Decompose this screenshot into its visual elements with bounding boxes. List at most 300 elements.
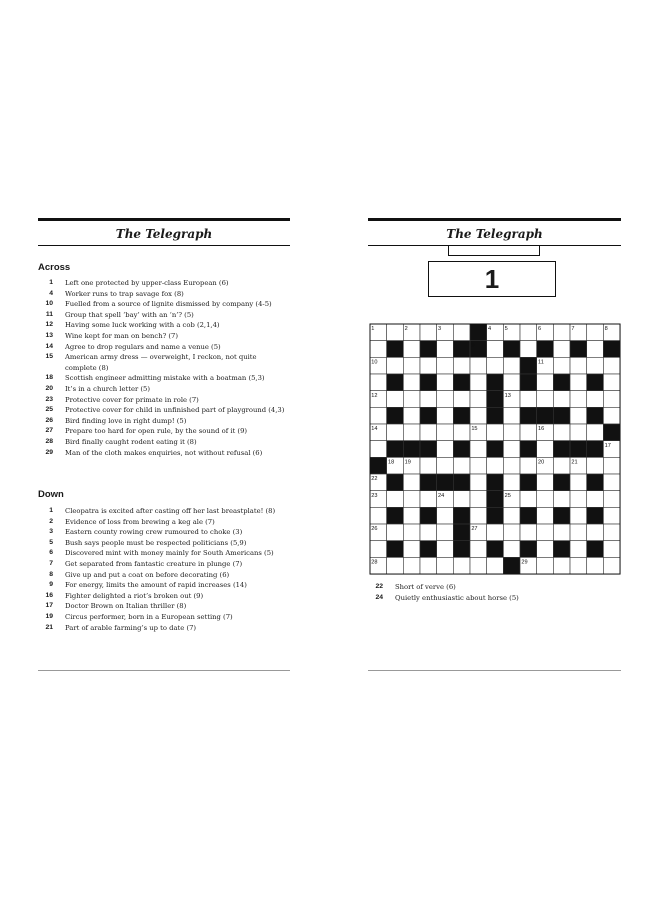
cell-number: 17 (604, 442, 611, 449)
clue-item (368, 593, 621, 604)
grid-cell[interactable] (370, 507, 387, 524)
grid-cell[interactable] (603, 357, 620, 374)
masthead: The Telegraph (368, 221, 621, 246)
clue-text: Cleopatra is excited after casting off her last breastplate! (8) (65, 507, 276, 515)
grid-block (403, 441, 420, 458)
grid-cell[interactable] (587, 424, 604, 441)
grid-cell[interactable] (603, 524, 620, 541)
grid-block (553, 474, 570, 491)
grid-cell[interactable] (570, 391, 587, 408)
grid-cell[interactable] (403, 541, 420, 558)
grid-cell[interactable] (370, 541, 387, 558)
grid-cell[interactable] (420, 391, 437, 408)
grid-cell[interactable] (603, 374, 620, 391)
grid-cell[interactable] (570, 374, 587, 391)
clue-number: 5 (49, 538, 53, 546)
grid-cell[interactable] (603, 474, 620, 491)
grid-block (553, 407, 570, 424)
grid-cell[interactable] (520, 491, 537, 508)
clue-number: 6 (49, 549, 53, 557)
grid-cell[interactable] (570, 474, 587, 491)
grid-cell[interactable] (387, 324, 404, 341)
grid-block (453, 524, 470, 541)
clue-text: Having some luck working with a cob (2,1,4) (65, 321, 220, 330)
cell-number: 1 (371, 326, 375, 333)
clue-number: 24 (375, 593, 383, 601)
across-heading: Across (38, 262, 71, 273)
clue-item (368, 582, 621, 593)
grid-cell[interactable] (503, 374, 520, 391)
clue-number: 25 (45, 406, 53, 414)
clue-text: Scottish engineer admitting mistake with a boatman (5,3) (65, 374, 265, 383)
clue-item (38, 448, 290, 459)
grid-cell[interactable] (403, 491, 420, 508)
grid-cell[interactable] (503, 541, 520, 558)
grid-cell[interactable] (370, 441, 387, 458)
grid-cell[interactable] (370, 374, 387, 391)
clue-item (38, 437, 290, 448)
grid-cell[interactable] (520, 457, 537, 474)
grid-block (420, 441, 437, 458)
cell-number: 5 (504, 326, 508, 333)
grid-block (587, 374, 604, 391)
grid-cell[interactable] (437, 357, 454, 374)
clue-text: Protective cover for child in unfinished part of playground (4,3) (65, 406, 285, 415)
clue-number: 4 (49, 289, 53, 297)
clue-text: Fuelled from a source of lignite dismissed by company (4-5) (65, 300, 272, 309)
grid-cell[interactable] (387, 491, 404, 508)
clue-text: Give up and put a coat on before decorating (6) (65, 570, 230, 579)
grid-block (520, 407, 537, 424)
grid-block (387, 474, 404, 491)
grid-cell[interactable] (603, 391, 620, 408)
grid-cell[interactable] (503, 457, 520, 474)
grid-cell[interactable] (553, 424, 570, 441)
grid-cell[interactable] (503, 474, 520, 491)
grid-cell[interactable] (537, 491, 554, 508)
grid-block (603, 424, 620, 441)
grid-cell[interactable] (387, 424, 404, 441)
cell-number: 2 (404, 326, 408, 333)
grid-block (603, 341, 620, 358)
clue-number: 17 (45, 602, 53, 610)
grid-cell[interactable] (553, 341, 570, 358)
clue-number: 21 (45, 623, 53, 631)
grid-block (520, 441, 537, 458)
grid-block (487, 407, 504, 424)
clue-item (38, 373, 290, 384)
grid-cell[interactable] (587, 457, 604, 474)
clue-item (38, 623, 290, 634)
grid-block (387, 407, 404, 424)
clue-text: Circus performer, born in a European setting (7) (65, 612, 233, 621)
grid-block (587, 474, 604, 491)
grid-cell[interactable] (470, 441, 487, 458)
grid-cell[interactable] (553, 457, 570, 474)
grid-block (487, 474, 504, 491)
grid-cell[interactable] (437, 457, 454, 474)
clue-number: 3 (49, 528, 53, 536)
grid-cell[interactable] (553, 324, 570, 341)
grid-block (420, 407, 437, 424)
grid-cell[interactable] (603, 557, 620, 574)
grid-cell[interactable] (470, 391, 487, 408)
cell-number: 4 (487, 326, 492, 333)
clue-text: Bird finding love in right dump! (5) (65, 416, 187, 425)
grid-cell[interactable] (420, 324, 437, 341)
clue-text: Wine kept for man on bench? (7) (65, 331, 179, 340)
clue-text: American army dress — overweight, I reckon, not quite complete (8) (65, 353, 257, 372)
grid-cell[interactable] (587, 524, 604, 541)
grid-cell[interactable] (570, 557, 587, 574)
grid-cell[interactable] (587, 341, 604, 358)
grid-cell[interactable] (403, 557, 420, 574)
clues-page (38, 218, 290, 632)
grid-cell[interactable] (403, 424, 420, 441)
grid-block (520, 541, 537, 558)
grid-block (420, 507, 437, 524)
grid-cell[interactable] (587, 491, 604, 508)
grid-cell[interactable] (453, 557, 470, 574)
clue-text: Part of arable farming’s up to date (7) (65, 623, 197, 632)
clue-number: 22 (375, 583, 383, 590)
clue-number: 26 (45, 416, 53, 424)
clue-item (38, 278, 290, 289)
clue-item (38, 310, 290, 321)
clue-number: 9 (49, 581, 53, 589)
grid-cell[interactable] (570, 424, 587, 441)
grid-cell[interactable] (470, 541, 487, 558)
clue-number: 12 (45, 321, 53, 329)
grid-block (553, 507, 570, 524)
grid-cell[interactable] (537, 391, 554, 408)
grid-cell[interactable] (487, 457, 504, 474)
clue-text: Fighter delighted a riot’s broken out (9) (65, 591, 204, 600)
grid-cell[interactable] (587, 557, 604, 574)
cell-number: 15 (471, 426, 478, 433)
grid-block (420, 341, 437, 358)
grid-cell[interactable] (537, 474, 554, 491)
grid-block (520, 357, 537, 374)
clue-item (38, 320, 290, 331)
down-clue-continued-list (368, 582, 621, 603)
down-clue-list (38, 506, 290, 633)
clue-item (38, 506, 290, 517)
grid-cell[interactable] (403, 524, 420, 541)
grid-cell[interactable] (553, 557, 570, 574)
clue-text: Evidence of loss from brewing a keg ale (7) (65, 517, 215, 526)
cell-number: 6 (538, 326, 542, 333)
down-heading: Down (38, 489, 64, 500)
grid-cell[interactable] (403, 341, 420, 358)
grid-cell[interactable] (603, 507, 620, 524)
grid-cell[interactable] (470, 374, 487, 391)
grid-block (387, 541, 404, 558)
crossword-grid[interactable] (369, 323, 621, 575)
clue-text: For energy, limits the amount of rapid increases (14) (65, 581, 247, 590)
clue-item (38, 548, 290, 559)
grid-cell[interactable] (387, 524, 404, 541)
grid-cell[interactable] (503, 407, 520, 424)
grid-cell[interactable] (570, 407, 587, 424)
grid-cell[interactable] (420, 491, 437, 508)
clue-number: 8 (49, 570, 53, 578)
grid-block (587, 507, 604, 524)
clue-number: 20 (45, 384, 53, 392)
clue-text: Agree to drop regulars and name a venue (5) (65, 342, 221, 351)
grid-cell[interactable] (387, 357, 404, 374)
grid-cell[interactable] (420, 424, 437, 441)
grid-cell[interactable] (553, 357, 570, 374)
grid-cell[interactable] (453, 357, 470, 374)
grid-cell[interactable] (503, 357, 520, 374)
grid-block (453, 374, 470, 391)
grid-cell[interactable] (520, 424, 537, 441)
cell-number: 19 (404, 459, 411, 466)
grid-cell[interactable] (520, 324, 537, 341)
grid-cell[interactable] (437, 374, 454, 391)
grid-block (470, 324, 487, 341)
grid-cell[interactable] (537, 374, 554, 391)
grid-block (387, 374, 404, 391)
grid-block (387, 441, 404, 458)
clue-item (38, 559, 290, 570)
clue-text: Left one protected by upper-class European (6) (65, 279, 229, 287)
grid-cell[interactable] (570, 491, 587, 508)
grid-cell[interactable] (370, 341, 387, 358)
grid-cell[interactable] (437, 541, 454, 558)
grid-cell[interactable] (437, 391, 454, 408)
grid-cell[interactable] (603, 491, 620, 508)
cell-number: 8 (604, 326, 608, 333)
grid-cell[interactable] (570, 524, 587, 541)
clue-item (38, 527, 290, 538)
grid-cell[interactable] (587, 324, 604, 341)
grid-block (420, 541, 437, 558)
clue-item (38, 591, 290, 602)
grid-cell[interactable] (603, 457, 620, 474)
cell-number: 18 (387, 459, 395, 466)
grid-cell[interactable] (403, 407, 420, 424)
grid-cell[interactable] (420, 557, 437, 574)
clue-item (38, 342, 290, 353)
grid-cell[interactable] (387, 391, 404, 408)
cell-number: 22 (371, 476, 378, 483)
grid-cell[interactable] (520, 524, 537, 541)
grid-cell[interactable] (437, 557, 454, 574)
grid-cell[interactable] (487, 357, 504, 374)
clue-text: Bush says people must be respected politicians (5,9) (65, 538, 247, 547)
clue-text: Quietly enthusiastic about horse (5) (395, 593, 519, 602)
grid-block (520, 474, 537, 491)
grid-block (553, 374, 570, 391)
grid-cell[interactable] (470, 407, 487, 424)
grid-cell[interactable] (437, 524, 454, 541)
cell-number: 12 (371, 392, 378, 399)
grid-cell[interactable] (470, 357, 487, 374)
cell-number: 25 (504, 492, 511, 499)
grid-block (387, 341, 404, 358)
grid-cell[interactable] (403, 391, 420, 408)
grid-cell[interactable] (403, 357, 420, 374)
grid-cell[interactable] (453, 324, 470, 341)
grid-block (453, 474, 470, 491)
clue-item (38, 395, 290, 406)
grid-cell[interactable] (570, 541, 587, 558)
grid-cell[interactable] (370, 407, 387, 424)
clue-item (38, 384, 290, 395)
grid-cell[interactable] (553, 391, 570, 408)
grid-cell[interactable] (437, 407, 454, 424)
grid-block (420, 374, 437, 391)
grid-cell[interactable] (487, 341, 504, 358)
clue-number: 10 (45, 300, 53, 308)
puzzle-number: 1 (428, 261, 556, 297)
grid-cell[interactable] (470, 557, 487, 574)
masthead: The Telegraph (38, 221, 290, 246)
grid-cell[interactable] (520, 341, 537, 358)
grid-block (437, 474, 454, 491)
grid-block (570, 441, 587, 458)
grid-block (487, 391, 504, 408)
grid-block (420, 474, 437, 491)
clue-number: 14 (45, 342, 53, 350)
clue-number: 18 (45, 374, 53, 382)
cell-number: 26 (371, 526, 378, 533)
clue-text: Protective cover for primate in role (7) (65, 395, 199, 404)
grid-block (487, 491, 504, 508)
clue-text: Doctor Brown on Italian thriller (8) (65, 602, 187, 611)
clue-text: Short of verve (6) (395, 583, 456, 591)
grid-cell[interactable] (553, 524, 570, 541)
clue-number: 7 (49, 559, 53, 567)
cell-number: 9 (471, 342, 475, 349)
grid-cell[interactable] (437, 424, 454, 441)
grid-cell[interactable] (453, 424, 470, 441)
grid-cell[interactable] (503, 441, 520, 458)
grid-cell[interactable] (453, 491, 470, 508)
cell-number: 16 (538, 426, 545, 433)
clue-number: 13 (45, 331, 53, 339)
clue-text: Discovered mint with money mainly for South Americans (5) (65, 549, 274, 558)
clue-text: It’s in a church letter (5) (65, 384, 151, 393)
clue-text: Group that spell ‘bay’ with an ‘n’? (5) (65, 310, 194, 319)
grid-block (453, 541, 470, 558)
grid-block (503, 341, 520, 358)
grid-cell[interactable] (470, 491, 487, 508)
grid-cell[interactable] (537, 507, 554, 524)
grid-cell[interactable] (503, 424, 520, 441)
grid-cell[interactable] (537, 524, 554, 541)
cell-number: 13 (504, 392, 511, 399)
grid-cell[interactable] (587, 391, 604, 408)
clue-text: Worker runs to trap savage fox (8) (65, 289, 184, 298)
grid-block (537, 407, 554, 424)
grid-cell[interactable] (503, 507, 520, 524)
grid-block (370, 457, 387, 474)
clue-number: 11 (45, 310, 53, 318)
clue-number: 2 (49, 517, 53, 525)
grid-cell[interactable] (603, 407, 620, 424)
clue-item (38, 426, 290, 437)
clue-text: Bird finally caught rodent eating it (8) (65, 437, 197, 446)
grid-cell[interactable] (553, 491, 570, 508)
cell-number: 28 (371, 559, 378, 566)
grid-cell[interactable] (453, 391, 470, 408)
clue-text: Get separated from fantastic creature in plunge (7) (65, 559, 243, 568)
grid-cell[interactable] (537, 541, 554, 558)
clue-text: Eastern county rowing crew rumoured to choke (3) (65, 528, 243, 537)
grid-cell[interactable] (403, 507, 420, 524)
grid-block (487, 541, 504, 558)
grid-cell[interactable] (537, 557, 554, 574)
clue-number: 1 (49, 279, 53, 286)
grid-cell[interactable] (470, 507, 487, 524)
grid-cell[interactable] (437, 441, 454, 458)
grid-cell[interactable] (487, 424, 504, 441)
grid-block (453, 407, 470, 424)
grid-cell[interactable] (520, 391, 537, 408)
clue-number: 1 (49, 507, 53, 514)
cell-number: 10 (371, 359, 378, 366)
grid-cell[interactable] (487, 557, 504, 574)
grid-cell[interactable] (470, 457, 487, 474)
grid-cell[interactable] (570, 357, 587, 374)
clue-number: 19 (45, 612, 53, 620)
puzzle-number-frame (428, 245, 558, 299)
grid-cell[interactable] (420, 524, 437, 541)
grid-block (453, 441, 470, 458)
clue-number: 27 (45, 427, 53, 435)
clue-item (38, 570, 290, 581)
clue-item (38, 289, 290, 300)
grid-block (587, 441, 604, 458)
grid-cell[interactable] (437, 341, 454, 358)
grid-cell[interactable] (470, 474, 487, 491)
cell-number: 29 (521, 559, 528, 566)
clue-item (38, 612, 290, 623)
grid-cell[interactable] (503, 524, 520, 541)
clue-item (38, 352, 290, 373)
number-bracket (448, 245, 540, 256)
grid-cell[interactable] (570, 507, 587, 524)
cell-number: 3 (437, 326, 442, 333)
grid-cell[interactable] (420, 457, 437, 474)
grid-block (570, 341, 587, 358)
grid-block (453, 341, 470, 358)
grid-cell[interactable] (387, 557, 404, 574)
grid-cell[interactable] (587, 357, 604, 374)
clue-item (38, 331, 290, 342)
grid-cell[interactable] (437, 507, 454, 524)
clue-text: Man of the cloth makes enquiries, not without refusal (6) (65, 448, 263, 457)
grid-cell[interactable] (487, 524, 504, 541)
grid-cell[interactable] (403, 474, 420, 491)
cell-number: 21 (571, 459, 578, 466)
grid-block (587, 541, 604, 558)
grid-block (553, 541, 570, 558)
grid-block (503, 557, 520, 574)
grid-cell[interactable] (537, 441, 554, 458)
grid-block (487, 507, 504, 524)
clue-number: 29 (45, 448, 53, 456)
grid-cell[interactable] (420, 357, 437, 374)
grid-block (520, 374, 537, 391)
grid-cell[interactable] (403, 374, 420, 391)
grid-block (520, 507, 537, 524)
grid-cell[interactable] (603, 541, 620, 558)
grid-cell[interactable] (453, 457, 470, 474)
